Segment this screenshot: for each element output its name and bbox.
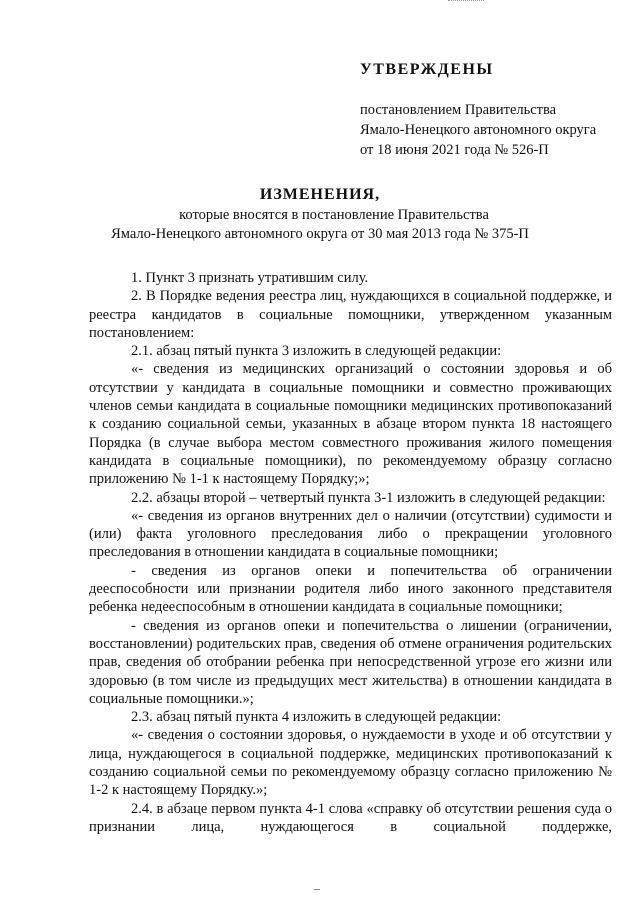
paragraph: 2.1. абзац пятый пункта 3 изложить в следующей редакции: <box>131 343 502 360</box>
document-title-block <box>0 184 640 244</box>
approval-line: Ямало-Ненецкого автономного округа <box>360 122 597 138</box>
approval-line: постановлением Правительства <box>360 102 557 118</box>
document-title: ИЗМЕНЕНИЯ, <box>259 186 381 203</box>
paragraph: 2.2. абзацы второй – четвертый пункта 3-1 изложить в следующей редакции: <box>131 489 606 506</box>
paragraph: 2. В Порядке ведения реестра лиц, нуждающихся в социальной поддержке, и реестра кандидатов в социальные помощники, утвержденном указанным постановлением: <box>89 288 612 341</box>
approval-line: от 18 июня 2021 года № 526-П <box>360 142 549 158</box>
paragraph: 1. Пункт 3 признать утратившим силу. <box>131 270 369 286</box>
paragraph: «- сведения из медицинских организаций о состоянии здоровья и об отсутствии у кандидата в социальные помощники и совместно проживающих членов семьи кандидата в социальные помощники медицинских противопоказаний к созданию социальной семьи, указанных в абзаце втором пункта 18 настоящего Порядка (в случае выбора местом совместного проживания жилого помещения кандидата в социальные помощники), по рекомендуемому образцу согласно приложению № 1-1 к настоящему Порядку;»; <box>89 361 612 488</box>
paragraph: «- сведения о состоянии здоровья, о нуждаемости в уходе и об отсутствии у лица, нуждающегося в социальной поддержке, медицинских противопоказаний к созданию социальной семьи по рекомендуемому образцу согласно приложению № 1-2 к настоящему Порядку.»; <box>89 727 612 799</box>
paragraph: 2.3. абзац пятый пункта 4 изложить в следующей редакции: <box>131 709 502 726</box>
paragraph: 2.4. в абзаце первом пункта 4-1 слова «справку об отсутствии решения суда о признании лица, нуждающегося в социальной поддержке, <box>89 800 612 835</box>
approval-heading: УТВЕРЖДЕНЫ <box>360 61 494 78</box>
paragraph: «- сведения из органов внутренних дел о наличии (отсутствии) судимости и (или) факта уголовного преследования либо о прекращении уголовного преследования в отношении кандидата в социальные помощники; <box>89 507 612 561</box>
scan-artifact <box>448 0 484 3</box>
paragraph: - сведения из органов опеки и попечительства об ограничении дееспособности или признании родителя либо иного законного представителя ребенка недееспособным в отношении кандидата в социальные помощники; <box>89 562 612 616</box>
paragraph: - сведения из органов опеки и попечительства о лишении (ограничении, восстановлении) родительских прав, сведения об отмене ограничения родительских прав, сведения об отобрании ребенка при непосредственной угрозе его жизни или здоровью (в том числе из предыдущих мест жительства) в отношении кандидата в социальные помощники.»; <box>89 617 612 707</box>
document-subtitle: которые вносятся в постановление Правительства <box>179 207 489 223</box>
document-subtitle: Ямало-Ненецкого автономного округа от 30 мая 2013 года № 375-П <box>111 226 529 242</box>
approval-stamp-block <box>360 61 620 160</box>
document-body <box>89 269 612 836</box>
scan-artifact <box>314 889 320 890</box>
